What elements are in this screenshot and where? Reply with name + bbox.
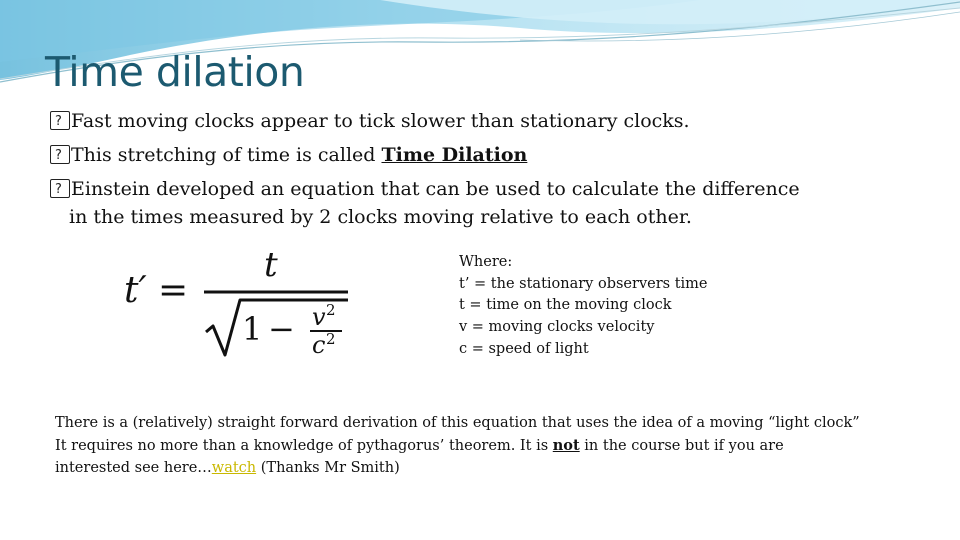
bullet-text: Fast moving clocks appear to tick slower than stationary clocks. (71, 110, 690, 132)
slide-title: Time dilation (45, 48, 305, 96)
bullet-marker-icon (50, 179, 70, 198)
equation-c-exp: 2 (326, 330, 336, 348)
time-dilation-equation (118, 240, 358, 365)
equation-c: c (312, 331, 326, 359)
equation-lhs: t′ (124, 270, 147, 311)
note-text: in the course but if you are interested see here… (55, 437, 784, 476)
derivation-note (55, 413, 860, 479)
bullet-text: This stretching of time is called (71, 144, 382, 166)
key-heading: Where: (459, 254, 513, 270)
bullet-text: Einstein developed an equation that can be used to calculate the difference (71, 178, 800, 200)
key-item-c: c = speed of light (459, 340, 589, 357)
term-time-dilation: Time Dilation (381, 144, 528, 166)
bullet-fast-clocks (50, 107, 870, 135)
bullet-marker-icon (50, 145, 70, 164)
note-emphasis-not: not (552, 436, 580, 454)
equation-numerator: t (264, 245, 278, 285)
note-text: There is a (relatively) straight forward derivation of this equation that uses the idea of a moving “light clock” It requires no more than a knowledge of pythagorus’ theorem. It is (55, 415, 860, 454)
key-item-v: v = moving clocks velocity (459, 319, 655, 336)
bullet-marker-icon (50, 111, 70, 130)
equation-minus: − (268, 310, 295, 348)
bullet-text-continued: in the times measured by 2 clocks moving relative to each other. (69, 206, 692, 228)
equation-v: v (312, 303, 326, 331)
equation-v-exp: 2 (326, 301, 336, 319)
bullet-time-dilation (50, 141, 870, 169)
key-item-t-prime: t’ = the stationary observers time (459, 275, 708, 292)
note-text: (Thanks Mr Smith) (256, 459, 400, 476)
key-item-t: t = time on the moving clock (459, 297, 672, 314)
watch-link[interactable]: watch (211, 459, 257, 476)
equation-one: 1 (242, 310, 263, 348)
variable-key (459, 252, 708, 361)
bullet-einstein-equation (50, 175, 870, 231)
equation-equals: = (158, 270, 189, 311)
